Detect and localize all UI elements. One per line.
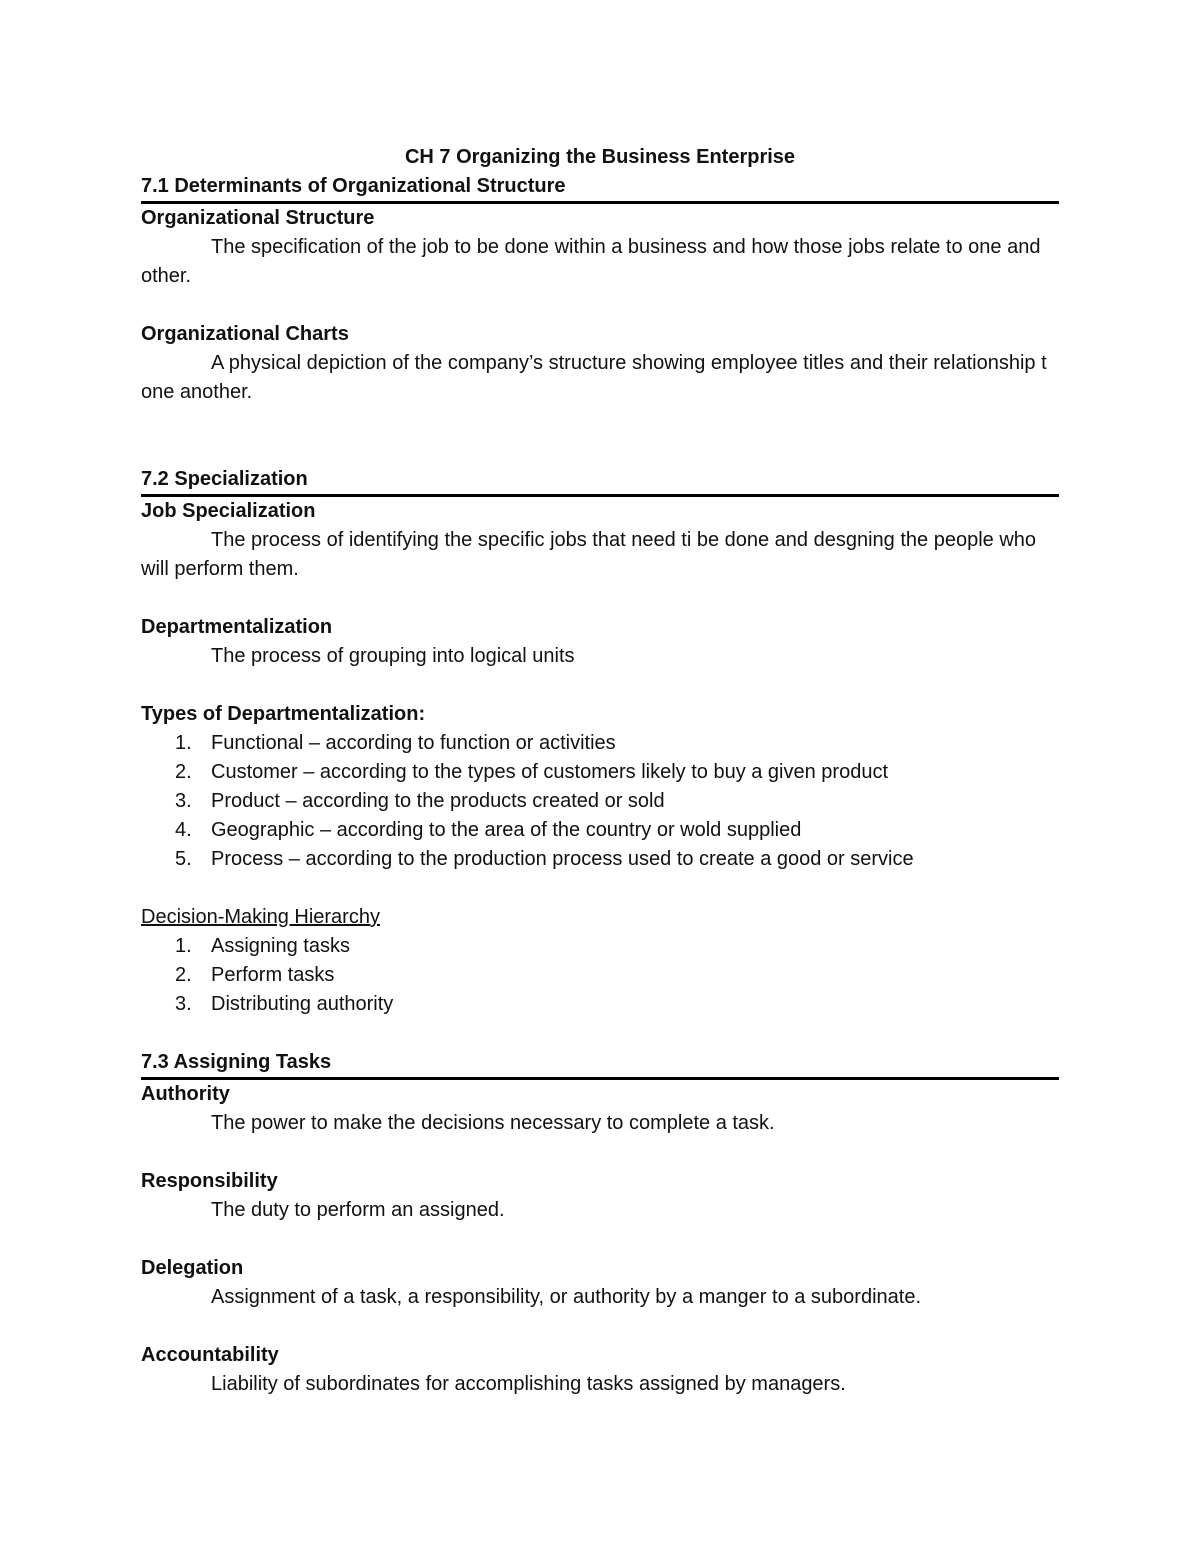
spacer	[141, 1225, 1059, 1254]
list-number: 4.	[175, 819, 192, 841]
list-number: 2.	[175, 761, 192, 783]
list-item	[141, 845, 1059, 874]
spacer	[141, 584, 1059, 613]
list-item-text: Functional – according to function or activities	[211, 732, 616, 754]
list-item	[141, 729, 1059, 758]
term-departmentalization: Departmentalization	[141, 616, 333, 638]
section-heading-7-1: 7.1 Determinants of Organizational Structure	[141, 172, 1059, 204]
definition-departmentalization: The process of grouping into logical units	[211, 645, 575, 667]
decision-making-hierarchy-label: Decision-Making Hierarchy	[141, 906, 380, 928]
spacer	[141, 1312, 1059, 1341]
list-item-text: Process – according to the production process used to create a good or service	[211, 848, 914, 870]
types-of-departmentalization-label: Types of Departmentalization:	[141, 703, 426, 725]
definition-delegation: Assignment of a task, a responsibility, or authority by a manger to a subordinate.	[211, 1286, 921, 1308]
definition-responsibility: The duty to perform an assigned.	[211, 1199, 505, 1221]
decision-making-hierarchy-list	[141, 932, 1059, 1019]
list-item-text: Assigning tasks	[211, 935, 350, 957]
list-number: 1.	[175, 935, 192, 957]
list-item-text: Product – according to the products created or sold	[211, 790, 665, 812]
document-title: CH 7 Organizing the Business Enterprise	[404, 146, 796, 168]
spacer	[141, 1138, 1059, 1167]
term-organizational-structure: Organizational Structure	[141, 207, 375, 229]
spacer	[141, 407, 1059, 465]
types-of-departmentalization-list	[141, 729, 1059, 874]
term-organizational-charts: Organizational Charts	[141, 323, 349, 345]
list-number: 3.	[175, 790, 192, 812]
list-number: 3.	[175, 993, 192, 1015]
spacer	[141, 671, 1059, 700]
term-authority: Authority	[141, 1083, 230, 1105]
list-item-text: Perform tasks	[211, 964, 335, 986]
spacer	[141, 874, 1059, 903]
definition-organizational-charts: A physical depiction of the company’s structure showing employee titles and their relationship t one another.	[141, 352, 1047, 403]
list-item	[141, 787, 1059, 816]
list-item	[141, 932, 1059, 961]
list-item-text: Customer – according to the types of customers likely to buy a given product	[211, 761, 889, 783]
document-page	[141, 143, 1059, 1399]
list-number: 1.	[175, 732, 192, 754]
list-item	[141, 961, 1059, 990]
list-item	[141, 758, 1059, 787]
list-item-text: Geographic – according to the area of the country or wold supplied	[211, 819, 802, 841]
term-delegation: Delegation	[141, 1257, 244, 1279]
definition-job-specialization: The process of identifying the specific jobs that need ti be done and desgning the people who will perform them.	[141, 529, 1037, 580]
term-responsibility: Responsibility	[141, 1170, 278, 1192]
section-heading-7-2: 7.2 Specialization	[141, 465, 1059, 497]
term-job-specialization: Job Specialization	[141, 500, 316, 522]
list-number: 5.	[175, 848, 192, 870]
list-item	[141, 990, 1059, 1019]
list-item	[141, 816, 1059, 845]
section-heading-7-3: 7.3 Assigning Tasks	[141, 1048, 1059, 1080]
term-accountability: Accountability	[141, 1344, 279, 1366]
spacer	[141, 291, 1059, 320]
definition-authority: The power to make the decisions necessary to complete a task.	[211, 1112, 775, 1134]
definition-accountability: Liability of subordinates for accomplishing tasks assigned by managers.	[211, 1373, 846, 1395]
list-number: 2.	[175, 964, 192, 986]
list-item-text: Distributing authority	[211, 993, 394, 1015]
definition-organizational-structure: The specification of the job to be done within a business and how those jobs relate to one and other.	[141, 236, 1041, 287]
spacer	[141, 1019, 1059, 1048]
